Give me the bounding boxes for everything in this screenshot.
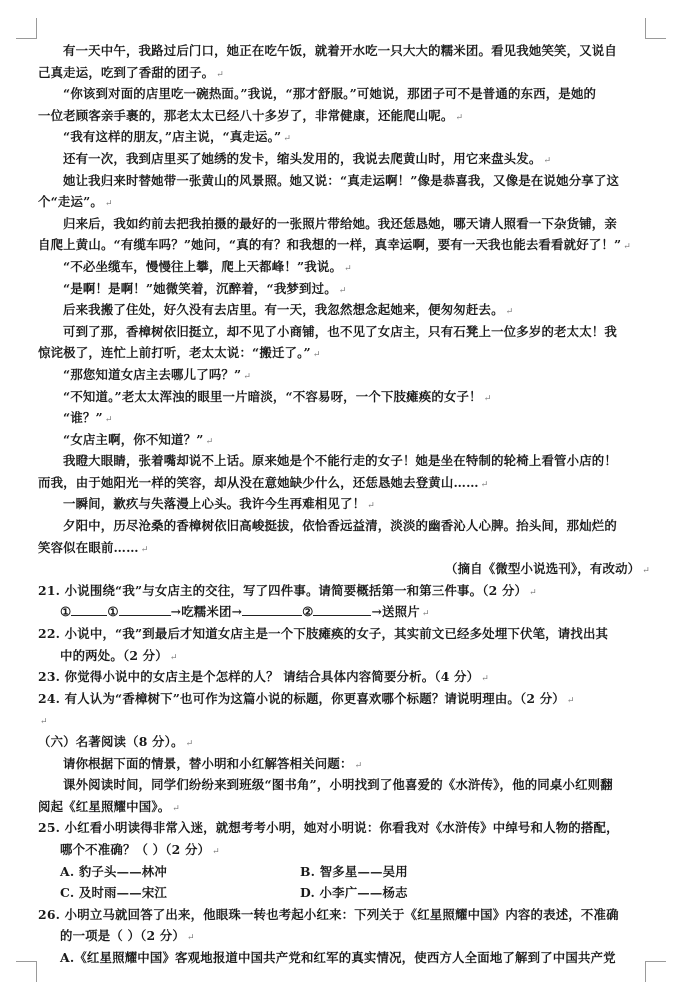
paragraph-mark-icon: ↵ [140, 544, 149, 555]
story-line: 一位老顾客亲手裹的，那老太太已经八十多岁了，非常健康，还能爬山呢。 ↵ [38, 107, 464, 123]
question-25: 25. 小红看小明读得非常入迷，就想考考小明，她对小明说：你看我对《水浒传》中绰号和人物的搭配， [38, 820, 619, 836]
story-line: 还有一次，我到店里买了她绣的发卡，缩头发用的，我说去爬黄山时，用它来盘头发。 ↵ [63, 150, 552, 166]
section-6-context: 课外阅读时间，同学们纷纷来到班级“图书角”，小明找到了他喜爱的《水浒传》，他的同桌小红则翻 [63, 777, 613, 793]
story-line: “是啊！是啊！”她微笑着，沉醉着，“我梦到过。 ↵ [63, 280, 347, 296]
question-21: 21. 小说围绕“我”与女店主的交往，写了四件事。请简要概括第一和第三件事。（2 分） ↵ [38, 582, 537, 598]
paragraph-mark-icon: ↵ [243, 371, 252, 382]
story-line: “谁？” ↵ [63, 410, 113, 426]
question-25-options-row-2 [38, 882, 650, 904]
story-line: 自爬上黄山。“有缆车吗？”她问，“真的有？和我想的一样，真幸运啊，要有一天我也能去看看就好了！” ↵ [38, 237, 632, 253]
story-source: （摘自《微型小说选刊》，有改动） ↵ [445, 561, 650, 577]
option-c[interactable]: C. 及时雨——宋江 [60, 885, 168, 901]
paragraph-mark-icon: ↵ [483, 393, 492, 404]
story-line: 后来我搬了住处，好久没有去店里。有一天，我忽然想念起她来，便匆匆赶去。 ↵ [63, 302, 514, 318]
story-line: 归来后，我如约前去把我拍摄的最好的一张照片带给她。我还恁恳她，哪天请人照看一下杂货铺，亲 [63, 215, 617, 231]
story-line: 可到了那，香樟树依旧挺立，却不见了小商铺，也不见了女店主，只有石凳上一位多岁的老太太！我 [63, 323, 617, 339]
paragraph-mark-icon: ↵ [529, 587, 537, 598]
question-22-cont: 中的两处。（2 分） ↵ [60, 647, 178, 663]
paragraph-mark-icon: ↵ [283, 134, 292, 145]
question-26-option-a[interactable]: A.《红星照耀中国》客观地报道中国共产党和红军的真实情况，使西方人全面地了解到了中国共产党 [60, 949, 616, 965]
story-line: 而我，由于她阳光一样的笑容，却从没在意她缺少什么，还恁恳她去登黄山…… ↵ [38, 474, 489, 490]
story-line: 夕阳中，历尽沧桑的香樟树依旧高峻挺拔，依恰香远益清，淡淡的幽香沁人心脾。抬头间，那灿烂的 [63, 518, 617, 534]
paragraph-mark-icon: ↵ [344, 263, 352, 274]
story-line: “女店主啊，你不知道？” ↵ [63, 431, 214, 447]
story-line: 惊诧极了，连忙上前打听，老太太说：“搬迁了。” ↵ [38, 345, 321, 361]
paragraph-mark-icon: ↵ [169, 652, 178, 663]
question-25-options-row-1 [38, 861, 650, 883]
answer-blank[interactable] [119, 601, 171, 616]
paragraph-mark-icon: ↵ [205, 436, 214, 447]
option-a[interactable]: A. 豹子头——林冲 [60, 863, 167, 879]
story-line: 笑容似在眼前…… ↵ [38, 539, 149, 555]
paragraph-mark-icon: ↵ [186, 933, 195, 944]
option-b[interactable]: B. 智多星——吴用 [300, 863, 408, 879]
story-line: 有一天中午，我路过后门口，她正在吃午饭，就着开水吃一只大大的糯米团。看见我她笑笑，又说自 [63, 43, 617, 58]
question-24: 24. 有人认为“香樟树下”也可作为这篇小说的标题，你更喜欢哪个标题？请说明理由。（2 分） ↵ [38, 690, 575, 706]
question-23: 23. 你觉得小说中的女店主是个怎样的人？ 请结合具体内容简要分析。（4 分） ↵ [38, 669, 489, 685]
story-line: 个“走运”。 ↵ [38, 194, 113, 210]
section-6-intro: 请你根据下面的情景，替小明和小红解答相关问题： ↵ [63, 755, 363, 771]
paragraph-mark-icon: ↵ [367, 501, 375, 512]
paragraph-mark-icon: ↵ [40, 717, 48, 728]
paragraph-mark-icon: ↵ [566, 695, 575, 706]
story-line: “不必坐缆车，慢慢往上攀，爬上天都峰！”我说。 ↵ [63, 258, 352, 274]
crop-mark-bottom-left [16, 961, 37, 982]
story-line: 一瞬间，歉疚与失落漫上心头。我许今生再难相见了！ ↵ [63, 496, 375, 512]
answer-blank[interactable] [71, 601, 107, 616]
paragraph-mark-icon: ↵ [623, 242, 632, 253]
paragraph-mark-icon: ↵ [642, 566, 650, 577]
question-26: 26. 小明立马就回答了出来，他眼珠一转也考起小红来：下列关于《红星照耀中国》内容的表述，不准确 [38, 906, 619, 922]
story-line: 我瞪大眼睛，张着嘴却说不上话。原来她是个不能行走的女子！她是坐在特制的轮椅上看管小店的！ [63, 453, 617, 469]
empty-line [38, 709, 650, 731]
paragraph-mark-icon: ↵ [172, 803, 181, 814]
paragraph-mark-icon: ↵ [481, 674, 489, 685]
question-26-cont: 的一项是（ ）（2 分） ↵ [60, 928, 195, 944]
paragraph-mark-icon: ↵ [543, 155, 552, 166]
story-line: “我有这样的朋友，”店主说，“真走运。” ↵ [63, 129, 292, 145]
story-text [38, 40, 650, 558]
option-d[interactable]: D. 小李广——杨志 [300, 885, 408, 901]
paragraph-mark-icon: ↵ [338, 285, 347, 296]
answer-blank[interactable] [242, 601, 302, 616]
question-22: 22. 小说中，“我”到最后才知道女店主是一个下肢瘫痪的女子，其实前文已经多处埋下伏笔，请找出其 [38, 626, 609, 642]
answer-blank[interactable] [313, 601, 371, 616]
paragraph-mark-icon: ↵ [185, 739, 194, 749]
paragraph-mark-icon: ↵ [480, 479, 489, 490]
story-line: 她让我归来时替她带一张黄山的风景照。她又说：“真走运啊！”像是恭喜我，又像是在说她分享了这 [63, 172, 620, 188]
document-page [38, 40, 650, 969]
paragraph-mark-icon: ↵ [312, 350, 321, 361]
story-line: “那您知道女店主去哪儿了吗？” ↵ [63, 366, 252, 382]
paragraph-mark-icon: ↵ [455, 112, 464, 123]
question-21-blanks: ① ① →吃糯米团→ ② →送照片 ↵ [38, 601, 650, 623]
paragraph-mark-icon: ↵ [104, 415, 113, 426]
paragraph-mark-icon: ↵ [216, 69, 225, 80]
section-6-title: （六）名著阅读（8 分）。 ↵ [38, 734, 194, 749]
question-25-cont: 哪个不准确？（ ）（2 分） ↵ [60, 841, 220, 857]
paragraph-mark-icon: ↵ [105, 199, 113, 210]
paragraph-mark-icon: ↵ [421, 609, 430, 620]
story-line: 己真走运，吃到了香甜的团子。 ↵ [38, 64, 225, 80]
section-6-context-cont: 阅起《红星照耀中国》。 ↵ [38, 798, 181, 814]
story-line: “不知道。”老太太浑浊的眼里一片暗淡，“不容易呀，一个下肢瘫痪的女子！ ↵ [63, 388, 492, 404]
crop-mark-top-left [16, 18, 37, 39]
paragraph-mark-icon: ↵ [212, 846, 220, 857]
crop-mark-top-right [645, 18, 666, 39]
paragraph-mark-icon: ↵ [505, 307, 514, 318]
story-line: “你该到对面的店里吃一碗热面。”我说，“那才舒服。”可她说，那团子可不是普通的东西，是她的 [63, 86, 597, 102]
paragraph-mark-icon: ↵ [354, 760, 363, 771]
